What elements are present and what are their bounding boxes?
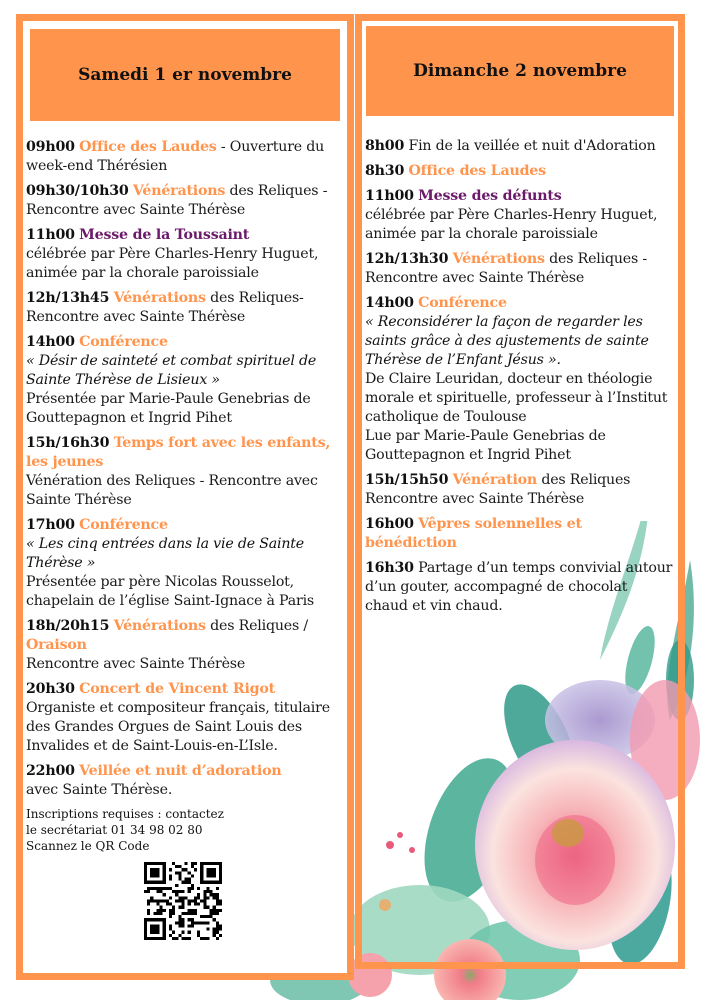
qr-code[interactable] xyxy=(144,862,222,940)
qr-module xyxy=(188,918,191,921)
qr-module xyxy=(206,887,209,890)
qr-module xyxy=(191,887,194,890)
qr-module xyxy=(172,937,175,940)
event-inline-text: Fin de la veillée et nuit d'Adoration xyxy=(404,138,656,154)
qr-module xyxy=(213,893,216,896)
qr-module xyxy=(188,899,191,902)
qr-module xyxy=(213,909,216,912)
event-description: Rencontre avec Sainte Thérèse xyxy=(26,656,246,672)
qr-module xyxy=(188,931,191,934)
event-title: Conférence xyxy=(79,517,168,533)
qr-module xyxy=(219,928,222,931)
qr-module xyxy=(210,909,213,912)
qr-module xyxy=(188,890,191,893)
qr-module xyxy=(188,887,191,890)
qr-module xyxy=(150,896,153,899)
qr-module xyxy=(206,890,209,893)
qr-module xyxy=(219,924,222,927)
qr-module xyxy=(160,887,163,890)
qr-module xyxy=(210,912,213,915)
qr-module xyxy=(178,899,181,902)
saturday-schedule xyxy=(26,138,345,854)
schedule-event xyxy=(365,471,674,509)
event-time: 8h00 xyxy=(365,138,405,154)
qr-module xyxy=(185,937,188,940)
qr-module xyxy=(169,909,172,912)
schedule-event xyxy=(365,162,674,181)
qr-module xyxy=(153,912,156,915)
event-time: 14h00 xyxy=(365,295,414,311)
qr-module xyxy=(213,918,216,921)
sunday-header: Dimanche 2 novembre xyxy=(366,26,674,116)
schedule-event xyxy=(26,434,345,510)
qr-module xyxy=(160,912,163,915)
qr-module xyxy=(175,884,178,887)
qr-module xyxy=(175,871,178,874)
qr-module xyxy=(203,915,206,918)
qr-module xyxy=(203,890,206,893)
qr-module xyxy=(160,890,163,893)
qr-module xyxy=(191,918,194,921)
qr-module xyxy=(166,887,169,890)
qr-module xyxy=(178,921,181,924)
event-title: Office des Laudes xyxy=(408,163,546,179)
event-time: 16h00 xyxy=(365,516,414,532)
qr-module xyxy=(185,868,188,871)
qr-finder-center xyxy=(206,868,215,877)
event-quote: « Désir de sainteté et combat spirituel de Sainte Thérèse de Lisieux » xyxy=(26,353,317,388)
qr-module xyxy=(153,887,156,890)
qr-module xyxy=(194,909,197,912)
qr-module xyxy=(178,918,181,921)
qr-module xyxy=(160,909,163,912)
event-description: célébrée par Père Charles-Henry Huguet, animée par la chorale paroissiale xyxy=(365,207,658,242)
qr-module xyxy=(197,921,200,924)
qr-module xyxy=(147,903,150,906)
schedule-event xyxy=(26,138,345,176)
qr-module xyxy=(200,921,203,924)
qr-module xyxy=(197,934,200,937)
schedule-event xyxy=(365,294,674,465)
qr-module xyxy=(181,931,184,934)
qr-module xyxy=(166,903,169,906)
event-inline-text: - Ouverture du week-end Thérésien xyxy=(26,139,325,174)
qr-module xyxy=(194,896,197,899)
event-inline-text: des Reliques - Rencontre avec Sainte Thérèse xyxy=(26,183,328,218)
qr-module xyxy=(216,893,219,896)
qr-module xyxy=(191,874,194,877)
event-time: 12h/13h30 xyxy=(365,251,449,267)
sunday-schedule xyxy=(365,137,674,622)
qr-module xyxy=(156,899,159,902)
event-time: 15h/16h30 xyxy=(26,435,110,451)
event-time: 14h00 xyxy=(26,334,75,350)
saturday-panel xyxy=(16,14,354,980)
qr-module xyxy=(203,921,206,924)
qr-module xyxy=(188,912,191,915)
event-title: Office des Laudes xyxy=(79,139,217,155)
schedule-event xyxy=(365,137,674,156)
qr-module xyxy=(206,915,209,918)
qr-module xyxy=(169,896,172,899)
qr-module xyxy=(172,890,175,893)
qr-module xyxy=(203,903,206,906)
event-title: Messe de la Toussaint xyxy=(79,227,250,243)
qr-module xyxy=(191,912,194,915)
qr-module xyxy=(203,899,206,902)
qr-module xyxy=(160,906,163,909)
qr-module xyxy=(200,915,203,918)
qr-module xyxy=(150,887,153,890)
qr-module xyxy=(181,921,184,924)
schedule-event xyxy=(26,680,345,756)
qr-module xyxy=(191,921,194,924)
schedule-event xyxy=(365,250,674,288)
event-time: 17h00 xyxy=(26,517,75,533)
event-description: Organiste et compositeur français, titulaire des Grandes Orgues de Saint Louis des Invalides et de Saint-Louis-en-L’Isle. xyxy=(26,700,330,754)
schedule-event xyxy=(26,182,345,220)
event-time: 18h/20h15 xyxy=(26,618,110,634)
qr-module xyxy=(172,906,175,909)
qr-finder-center xyxy=(150,924,159,933)
qr-module xyxy=(147,890,150,893)
qr-module xyxy=(178,871,181,874)
qr-module xyxy=(175,890,178,893)
qr-module xyxy=(197,893,200,896)
qr-module xyxy=(216,931,219,934)
event-description: De Claire Leuridan, docteur en théologie morale et spirituelle, professeur à l’Institut catholique de Toulouse xyxy=(365,371,668,425)
schedule-event xyxy=(26,762,345,800)
event-title: Vénérations xyxy=(132,183,226,199)
event-title: Vénérations xyxy=(452,251,545,267)
qr-module xyxy=(197,896,200,899)
qr-module xyxy=(191,862,194,865)
qr-module xyxy=(200,937,203,940)
qr-module xyxy=(213,928,216,931)
qr-module xyxy=(181,937,184,940)
qr-module xyxy=(144,890,147,893)
qr-module xyxy=(150,899,153,902)
event-inline-text: Partage d’un temps convivial autour d’un gouter, accompagné de chocolat chaud et vin chaud. xyxy=(365,560,673,614)
qr-module xyxy=(210,893,213,896)
event-time: 11h00 xyxy=(365,188,414,204)
qr-module xyxy=(181,868,184,871)
event-time: 15h/15h50 xyxy=(365,472,449,488)
schedule-event xyxy=(26,333,345,428)
qr-module xyxy=(169,915,172,918)
qr-module xyxy=(200,899,203,902)
qr-module xyxy=(194,903,197,906)
registration-line: le secrétariat 01 34 98 02 80 xyxy=(26,823,203,837)
event-title: Vénération xyxy=(452,472,538,488)
qr-module xyxy=(175,893,178,896)
event-inline-text: des Reliques - Rencontre avec Sainte Thérèse xyxy=(365,251,647,286)
qr-module xyxy=(163,909,166,912)
qr-module xyxy=(191,884,194,887)
qr-module xyxy=(178,890,181,893)
qr-module xyxy=(203,937,206,940)
qr-module xyxy=(191,924,194,927)
sunday-panel xyxy=(355,14,685,969)
qr-module xyxy=(203,906,206,909)
qr-module xyxy=(206,928,209,931)
qr-module xyxy=(219,934,222,937)
qr-module xyxy=(191,865,194,868)
qr-module xyxy=(147,899,150,902)
registration-line: Inscriptions requises : contactez xyxy=(26,807,224,821)
qr-module xyxy=(166,899,169,902)
qr-module xyxy=(213,934,216,937)
qr-module xyxy=(185,912,188,915)
qr-module xyxy=(194,912,197,915)
qr-module xyxy=(188,909,191,912)
qr-module xyxy=(178,896,181,899)
qr-module xyxy=(169,878,172,881)
event-inline-text: des Reliques xyxy=(537,472,631,488)
schedule-event xyxy=(365,187,674,244)
qr-module xyxy=(178,878,181,881)
qr-module xyxy=(213,896,216,899)
event-time: 8h30 xyxy=(365,163,405,179)
qr-module xyxy=(169,887,172,890)
qr-module xyxy=(172,931,175,934)
qr-module xyxy=(181,906,184,909)
event-description: Rencontre avec Sainte Thérèse xyxy=(365,491,585,507)
qr-module xyxy=(178,915,181,918)
qr-module xyxy=(175,937,178,940)
qr-module xyxy=(188,903,191,906)
event-title: Temps fort avec les enfants, les jeunes xyxy=(26,435,331,470)
qr-module xyxy=(156,890,159,893)
qr-module xyxy=(156,887,159,890)
event-inline-text: des Reliques / xyxy=(205,618,308,634)
qr-module xyxy=(175,865,178,868)
qr-module xyxy=(216,912,219,915)
event-time: 16h30 xyxy=(365,560,414,576)
qr-module xyxy=(206,896,209,899)
event-quote: « Les cinq entrées dans la vie de Sainte Thérèse » xyxy=(26,536,304,571)
qr-module xyxy=(172,912,175,915)
schedule-event xyxy=(365,515,674,553)
qr-module xyxy=(181,924,184,927)
event-description: Présentée par Marie-Paule Genebrias de Gouttepagnon et Ingrid Pihet xyxy=(26,391,311,426)
event-time: 22h00 xyxy=(26,763,75,779)
qr-module xyxy=(181,881,184,884)
qr-module xyxy=(206,937,209,940)
qr-module xyxy=(153,899,156,902)
qr-module xyxy=(216,937,219,940)
qr-module xyxy=(178,874,181,877)
qr-module xyxy=(197,903,200,906)
qr-module xyxy=(216,928,219,931)
schedule-event xyxy=(26,516,345,611)
qr-module xyxy=(185,881,188,884)
qr-module xyxy=(181,899,184,902)
event-title: Vêpres solennelles et bénédiction xyxy=(365,516,582,551)
qr-module xyxy=(156,903,159,906)
event-description: célébrée par Père Charles-Henry Huguet, animée par la chorale paroissiale xyxy=(26,246,319,281)
qr-module xyxy=(206,921,209,924)
qr-module xyxy=(147,912,150,915)
qr-module xyxy=(188,881,191,884)
qr-module xyxy=(188,924,191,927)
qr-module xyxy=(206,906,209,909)
qr-module xyxy=(163,899,166,902)
qr-module xyxy=(210,915,213,918)
event-time: 11h00 xyxy=(26,227,75,243)
qr-module xyxy=(197,931,200,934)
qr-module xyxy=(172,909,175,912)
qr-module xyxy=(147,887,150,890)
qr-module xyxy=(181,918,184,921)
qr-module xyxy=(181,903,184,906)
qr-module xyxy=(188,937,191,940)
saturday-header: Samedi 1 er novembre xyxy=(30,29,340,121)
qr-module xyxy=(160,899,163,902)
qr-module xyxy=(169,924,172,927)
qr-module xyxy=(216,909,219,912)
event-title: Veillée et nuit d’adoration xyxy=(79,763,282,779)
schedule-event xyxy=(26,226,345,283)
event-title: Vénérations xyxy=(113,290,206,306)
qr-module xyxy=(178,865,181,868)
qr-finder-center xyxy=(150,868,159,877)
qr-module xyxy=(188,878,191,881)
qr-module xyxy=(210,890,213,893)
qr-module xyxy=(203,893,206,896)
qr-module xyxy=(216,887,219,890)
qr-module xyxy=(178,906,181,909)
registration-info xyxy=(26,806,345,854)
qr-module xyxy=(216,899,219,902)
qr-module xyxy=(175,921,178,924)
qr-module xyxy=(172,862,175,865)
qr-module xyxy=(219,899,222,902)
qr-module xyxy=(194,899,197,902)
qr-module xyxy=(175,899,178,902)
qr-module xyxy=(169,934,172,937)
qr-module xyxy=(194,921,197,924)
qr-module xyxy=(178,934,181,937)
event-description: avec Sainte Thérèse. xyxy=(26,782,173,798)
qr-module xyxy=(181,896,184,899)
qr-module xyxy=(216,921,219,924)
qr-module xyxy=(169,868,172,871)
qr-module xyxy=(216,924,219,927)
event-inline-text: des Reliques- Rencontre avec Sainte Thérèse xyxy=(26,290,304,325)
qr-module xyxy=(185,896,188,899)
event-title: Vénérations xyxy=(113,618,206,634)
qr-module xyxy=(191,909,194,912)
event-description: Présentée par père Nicolas Rousselot, chapelain de l’église Saint-Ignace à Paris xyxy=(26,574,314,609)
qr-module xyxy=(156,912,159,915)
event-description: Vénération des Reliques - Rencontre avec Sainte Thérèse xyxy=(26,473,318,508)
event-title: Conférence xyxy=(418,295,507,311)
qr-module xyxy=(147,909,150,912)
qr-module xyxy=(169,928,172,931)
event-title-secondary: Oraison xyxy=(26,637,87,653)
qr-module xyxy=(169,903,172,906)
event-title: Messe des défunts xyxy=(418,188,562,204)
qr-module xyxy=(219,903,222,906)
qr-module xyxy=(163,893,166,896)
event-time: 09h30/10h30 xyxy=(26,183,129,199)
qr-module xyxy=(194,862,197,865)
qr-module xyxy=(188,871,191,874)
qr-module xyxy=(169,912,172,915)
qr-module xyxy=(181,912,184,915)
qr-module xyxy=(213,931,216,934)
schedule-event xyxy=(365,559,674,616)
event-quote: « Reconsidérer la façon de regarder les saints grâce à des ajustements de sainte Thérèse de l’Enfant Jésus ». xyxy=(365,314,649,368)
event-description-secondary: Lue par Marie-Paule Genebrias de Gouttepagnon et Ingrid Pihet xyxy=(365,428,606,463)
qr-module xyxy=(197,887,200,890)
event-title: Conférence xyxy=(79,334,168,350)
qr-module xyxy=(178,924,181,927)
qr-module xyxy=(169,874,172,877)
registration-line: Scannez le QR Code xyxy=(26,839,150,853)
qr-module xyxy=(213,906,216,909)
qr-module xyxy=(213,912,216,915)
qr-module xyxy=(185,878,188,881)
schedule-event xyxy=(26,289,345,327)
event-time: 12h/13h45 xyxy=(26,290,110,306)
qr-module xyxy=(203,896,206,899)
qr-module xyxy=(163,887,166,890)
qr-module xyxy=(219,909,222,912)
qr-module xyxy=(216,903,219,906)
qr-module xyxy=(216,896,219,899)
qr-module xyxy=(181,890,184,893)
event-time: 20h30 xyxy=(26,681,75,697)
schedule-event xyxy=(26,617,345,674)
qr-module xyxy=(185,862,188,865)
qr-module xyxy=(194,868,197,871)
event-time: 09h00 xyxy=(26,139,75,155)
qr-module xyxy=(156,909,159,912)
event-title: Concert de Vincent Rigot xyxy=(79,681,275,697)
qr-module xyxy=(191,899,194,902)
